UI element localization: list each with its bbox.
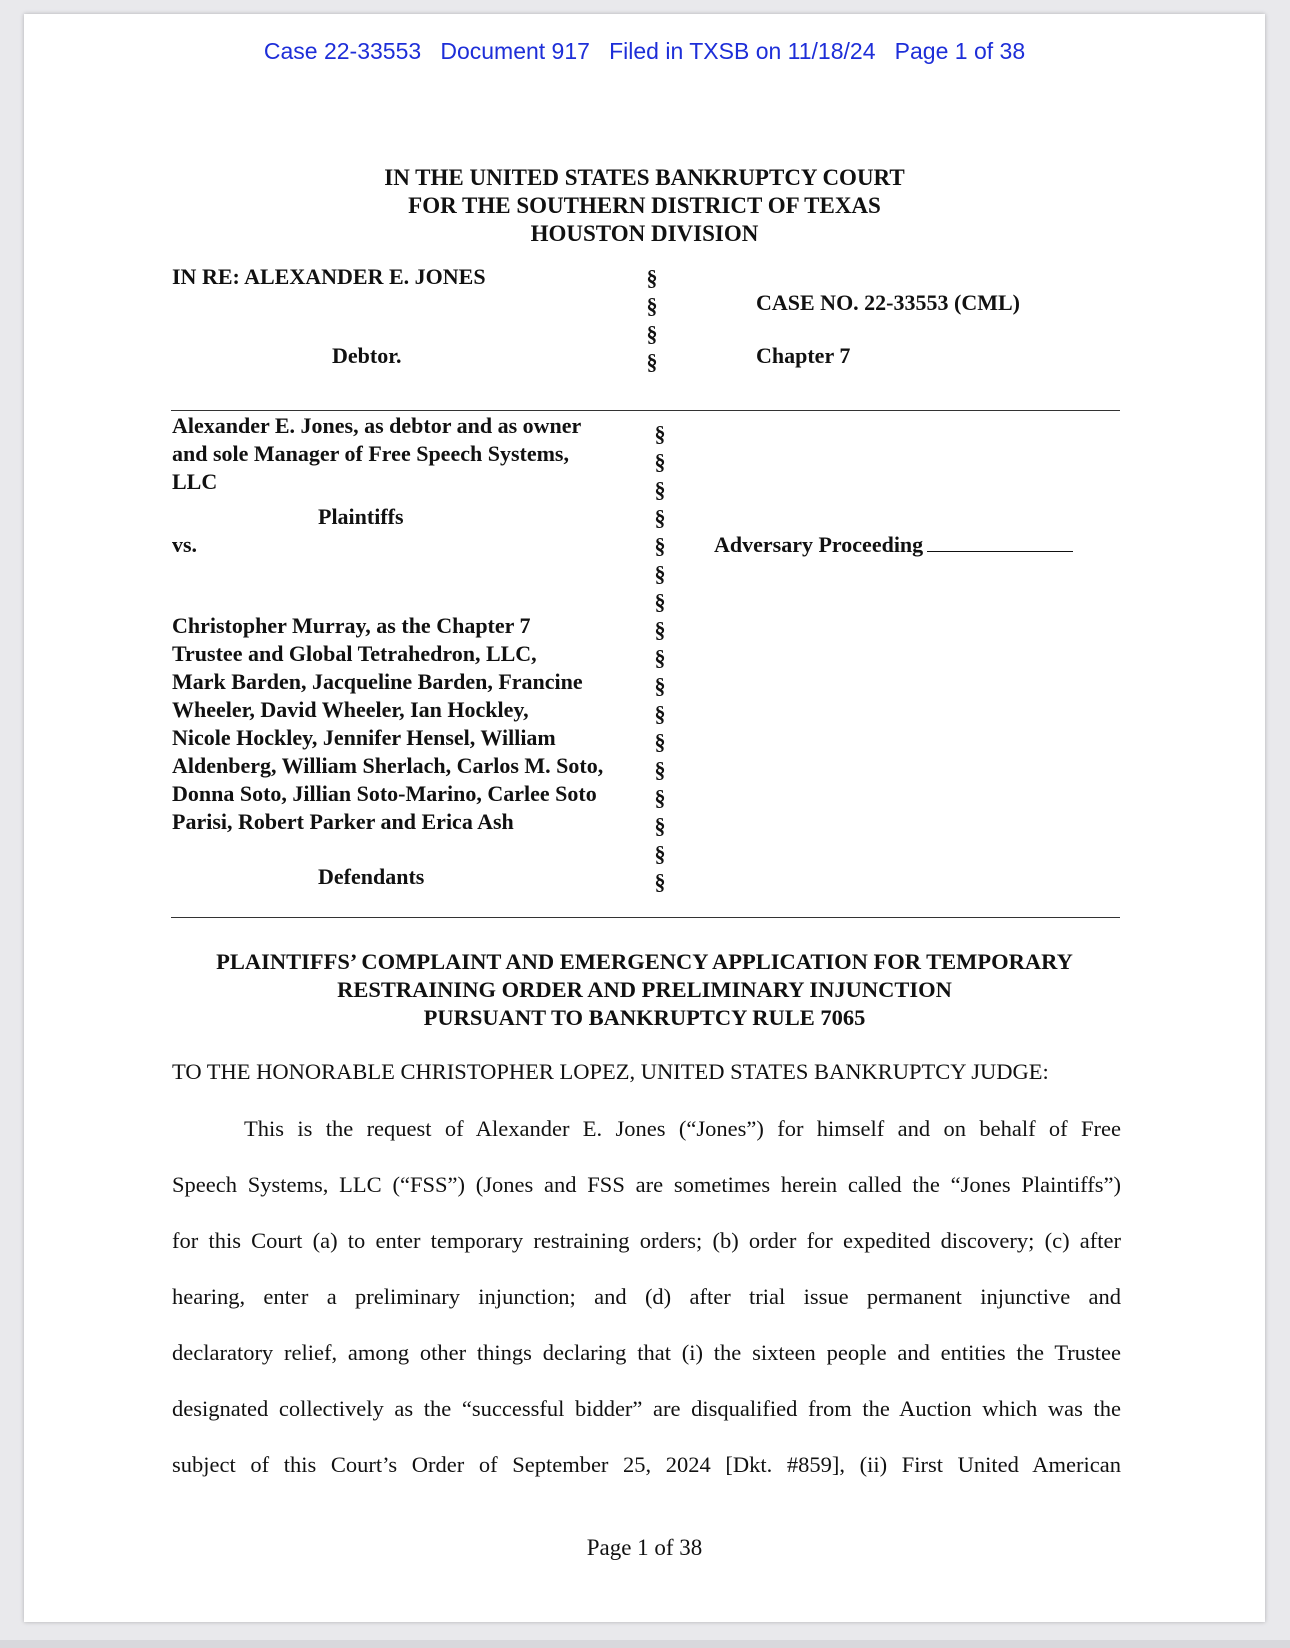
section-symbol: § xyxy=(654,757,666,782)
plaintiff-line: and sole Manager of Free Speech Systems, xyxy=(172,441,569,466)
section-symbol: § xyxy=(654,701,666,726)
stamp-page: Page 1 of 38 xyxy=(894,38,1026,64)
body-line-7: subject of this Court’s Order of September 25, 2024 [Dkt. #859], (ii) First United American xyxy=(172,1452,1121,1477)
defendant-line: Donna Soto, Jillian Soto-Marino, Carlee Soto xyxy=(172,781,597,806)
adversary-proceeding-text: Adversary Proceeding xyxy=(714,532,924,557)
section-symbol-column-adversary xyxy=(648,420,672,896)
section-symbol: § xyxy=(654,421,666,446)
section-symbol: § xyxy=(654,561,666,586)
body-line-1: This is the request of Alexander E. Jones (“Jones”) for himself and on behalf of Free xyxy=(244,1116,1121,1141)
adversary-proceeding-label xyxy=(714,532,1073,558)
body-line-4: hearing, enter a preliminary injunction; and (d) after trial issue permanent injunctive and xyxy=(172,1284,1121,1309)
document-page xyxy=(24,14,1265,1622)
plaintiff-names xyxy=(172,412,632,496)
court-heading xyxy=(24,164,1265,248)
document-title xyxy=(24,948,1265,1032)
title-line-1: PLAINTIFFS’ COMPLAINT AND EMERGENCY APPLICATION FOR TEMPORARY xyxy=(216,949,1073,974)
section-symbol: § xyxy=(654,617,666,642)
plaintiff-line: LLC xyxy=(172,469,218,494)
body-line-5: declaratory relief, among other things declaring that (i) the sixteen people and entities the Trustee xyxy=(172,1340,1121,1365)
plaintiffs-label: Plaintiffs xyxy=(318,504,404,529)
section-symbol: § xyxy=(654,813,666,838)
section-symbol: § xyxy=(654,869,666,894)
court-line-1: IN THE UNITED STATES BANKRUPTCY COURT xyxy=(384,165,905,190)
title-line-2: RESTRAINING ORDER AND PRELIMINARY INJUNCTION xyxy=(337,977,952,1002)
section-symbol-column-caption xyxy=(640,264,664,376)
section-symbol: § xyxy=(654,841,666,866)
defendant-line: Nicole Hockley, Jennifer Hensel, William xyxy=(172,725,556,750)
defendant-line: Parisi, Robert Parker and Erica Ash xyxy=(172,809,514,834)
body-line-2: Speech Systems, LLC (“FSS”) (Jones and FSS are sometimes herein called the “Jones Plaintiffs”) xyxy=(172,1172,1121,1197)
defendant-line: Mark Barden, Jacqueline Barden, Francine xyxy=(172,669,583,694)
adversary-number-blank xyxy=(927,533,1073,552)
salutation: TO THE HONORABLE CHRISTOPHER LOPEZ, UNITED STATES BANKRUPTCY JUDGE: xyxy=(172,1059,1049,1084)
debtor-label: Debtor. xyxy=(332,343,402,368)
in-re-line: IN RE: ALEXANDER E. JONES xyxy=(172,264,486,289)
defendant-line: Aldenberg, William Sherlach, Carlos M. Soto, xyxy=(172,753,604,778)
caption-divider-top xyxy=(171,410,1120,411)
section-symbol: § xyxy=(654,729,666,754)
title-line-3: PURSUANT TO BANKRUPTCY RULE 7065 xyxy=(423,1005,866,1030)
section-symbol: § xyxy=(646,321,658,346)
stamp-filed: Filed in TXSB on 11/18/24 xyxy=(609,38,876,64)
case-number: CASE NO. 22-33553 (CML) xyxy=(756,290,1020,315)
stamp-document: Document 917 xyxy=(440,38,590,64)
section-symbol: § xyxy=(654,673,666,698)
next-page-edge xyxy=(0,1640,1290,1648)
page-footer: Page 1 of 38 xyxy=(586,1535,703,1560)
section-symbol: § xyxy=(654,505,666,530)
defendant-names xyxy=(172,612,632,836)
section-symbol: § xyxy=(654,533,666,558)
court-line-3: HOUSTON DIVISION xyxy=(530,221,759,246)
filing-stamp xyxy=(24,38,1265,65)
defendant-line: Trustee and Global Tetrahedron, LLC, xyxy=(172,641,537,666)
body-line-6: designated collectively as the “successful bidder” are disqualified from the Auction which was the xyxy=(172,1396,1121,1421)
body-line-3: for this Court (a) to enter temporary restraining orders; (b) order for expedited discovery; (c) after xyxy=(172,1228,1121,1253)
stamp-case: Case 22-33553 xyxy=(263,38,422,64)
chapter-label: Chapter 7 xyxy=(756,343,851,368)
section-symbol: § xyxy=(654,785,666,810)
section-symbol: § xyxy=(646,265,658,290)
vs-label: vs. xyxy=(172,532,198,557)
section-symbol: § xyxy=(646,349,658,374)
section-symbol: § xyxy=(654,477,666,502)
defendants-label: Defendants xyxy=(318,864,425,889)
plaintiff-line: Alexander E. Jones, as debtor and as owner xyxy=(172,413,582,438)
defendant-line: Christopher Murray, as the Chapter 7 xyxy=(172,613,531,638)
caption-divider-bottom xyxy=(171,917,1120,918)
section-symbol: § xyxy=(654,449,666,474)
section-symbol: § xyxy=(646,293,658,318)
section-symbol: § xyxy=(654,589,666,614)
section-symbol: § xyxy=(654,645,666,670)
defendant-line: Wheeler, David Wheeler, Ian Hockley, xyxy=(172,697,529,722)
court-line-2: FOR THE SOUTHERN DISTRICT OF TEXAS xyxy=(408,193,881,218)
